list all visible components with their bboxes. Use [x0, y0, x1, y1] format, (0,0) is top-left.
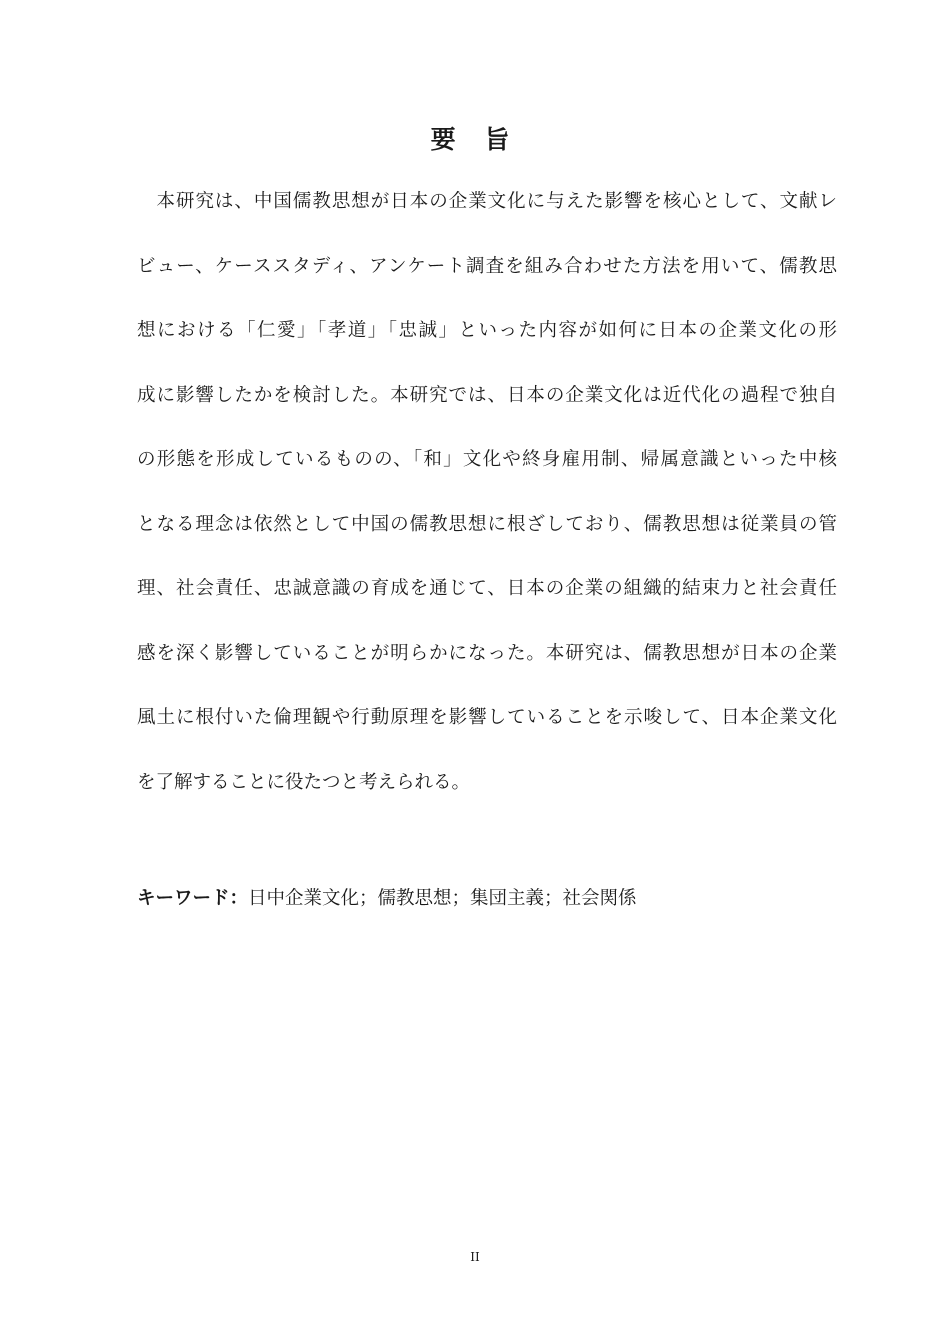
- abstract-line: 理、社会責任、忠誠意識の育成を通じて、日本の企業の組織的結束力と社会責任: [137, 578, 837, 599]
- keywords-label: キーワード：: [137, 888, 249, 909]
- abstract-line: 風土に根付いた倫理観や行動原理を影響していることを示唆して、日本企業文化: [137, 707, 837, 728]
- keywords: [137, 884, 637, 914]
- abstract-line: 本研究は、中国儒教思想が日本の企業文化に与えた影響を核心として、文献レ: [137, 191, 837, 212]
- abstract-line: 成に影響したかを検討した。本研究では、日本の企業文化は近代化の過程で独自: [137, 384, 837, 406]
- abstract-body: [137, 180, 837, 825]
- abstract-line: を了解することに役たつと考えられる。: [137, 771, 471, 793]
- abstract-line: の形態を形成しているものの、「和」文化や終身雇用制、帰属意識といった中核: [137, 449, 837, 470]
- abstract-line: となる理念は依然として中国の儒教思想に根ざしており、儒教思想は従業員の管: [137, 513, 837, 535]
- abstract-line: 感を深く影響していることが明らかになった。本研究は、儒教思想が日本の企業: [137, 642, 837, 664]
- abstract-title: 要 旨: [430, 125, 520, 154]
- abstract-line: 想における「仁愛」「孝道」「忠誠」といった内容が如何に日本の企業文化の形: [137, 320, 837, 341]
- page-number: II: [470, 1250, 480, 1264]
- keywords-list: 日中企業文化；儒教思想；集団主義；社会関係: [248, 888, 637, 909]
- abstract-line: ビュー、ケーススタディ、アンケート調査を組み合わせた方法を用いて、儒教思: [137, 255, 837, 277]
